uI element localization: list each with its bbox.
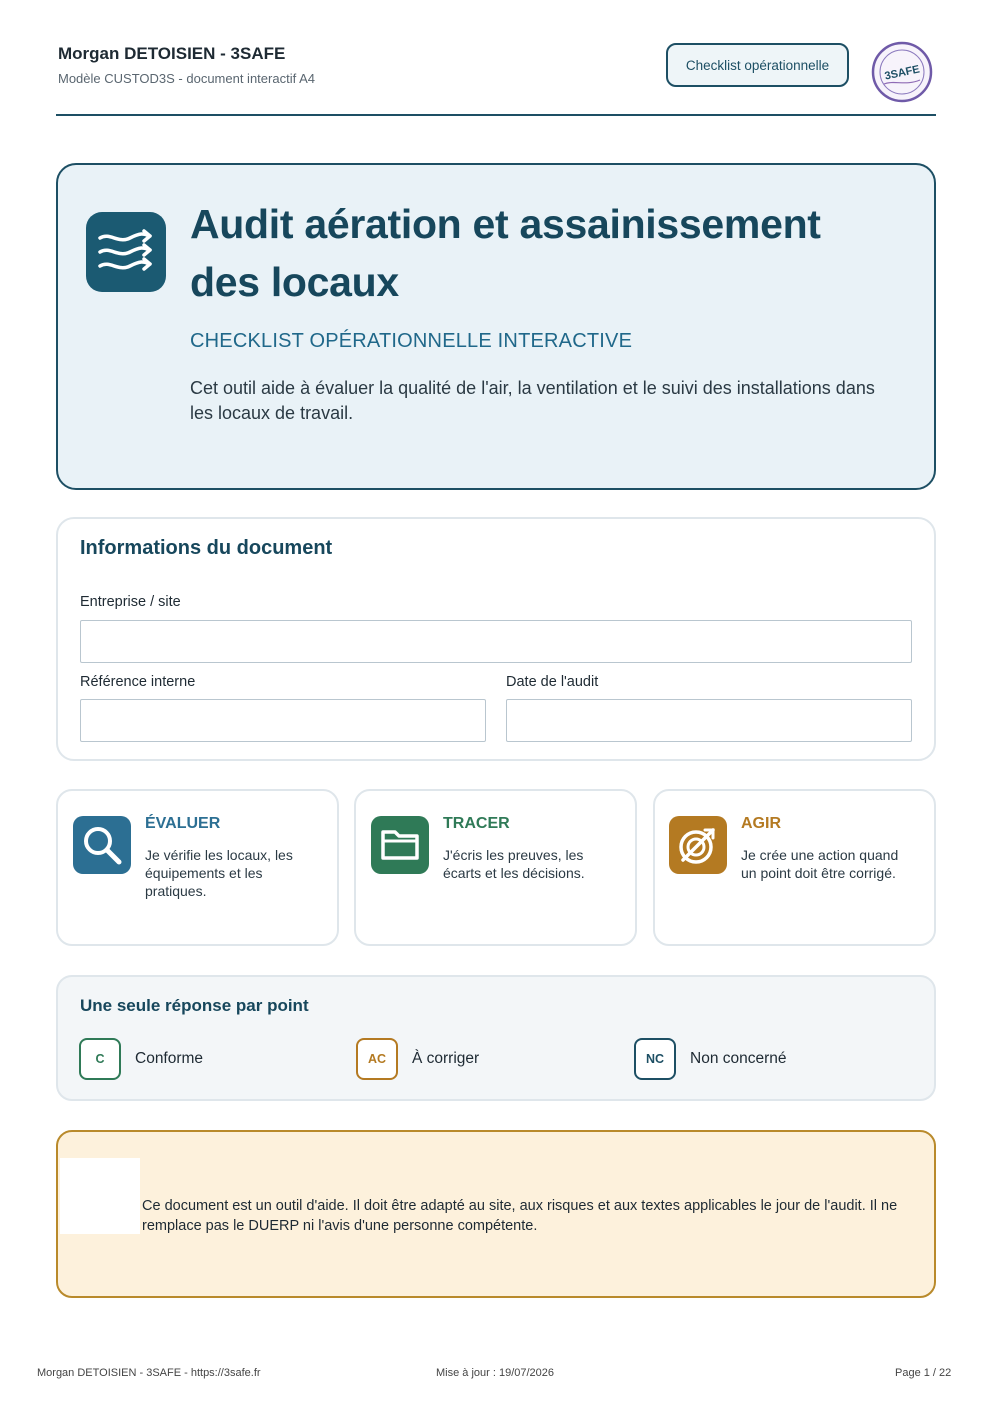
checklist-badge: Checklist opérationnelle: [666, 43, 849, 87]
date-label: Date de l'audit: [506, 674, 599, 690]
answer-chip-conforme: C: [79, 1038, 121, 1080]
answer-label-a-corriger: À corriger: [412, 1050, 480, 1067]
footer-page-number: Page 1 / 22: [895, 1367, 952, 1379]
author-name: Morgan DETOISIEN - 3SAFE: [58, 44, 286, 63]
disclaimer-text: Ce document est un outil d'aide. Il doit être adapté au site, aux risques et aux textes applicables le jour de l'audit. Il ne remplace pas le DUERP ni l'avis d'une personne compétente.: [142, 1198, 898, 1234]
reference-input[interactable]: [80, 699, 486, 742]
document-model: Modèle CUSTOD3S - document interactif A4: [58, 71, 315, 86]
disclaimer-placeholder: [60, 1158, 140, 1234]
pillar-title-tracer: TRACER: [443, 815, 510, 832]
answer-legend-title: Une seule réponse par point: [80, 996, 309, 1015]
answer-chip-non-concerne: NC: [634, 1038, 676, 1080]
answer-label-non-concerne: Non concerné: [690, 1050, 787, 1067]
stamp-text: 3SAFE: [883, 63, 921, 83]
pillar-text-evaluer: Je vérifie les locaux, les équipements et les pratiques.: [145, 847, 293, 899]
date-input[interactable]: [506, 699, 912, 742]
reference-label: Référence interne: [80, 674, 196, 690]
footer-author: Morgan DETOISIEN - 3SAFE - https://3safe.fr: [37, 1367, 261, 1379]
pillar-title-evaluer: ÉVALUER: [145, 815, 221, 832]
company-input[interactable]: [80, 620, 912, 663]
header-divider: [56, 114, 936, 116]
action-target-icon: [669, 816, 727, 874]
page-kicker: CHECKLIST OPÉRATIONNELLE INTERACTIVE: [190, 330, 633, 352]
folder-icon: [371, 816, 429, 874]
pillar-text-agir: Je crée une action quand un point doit être corrigé.: [741, 847, 899, 881]
answer-chip-a-corriger: AC: [356, 1038, 398, 1080]
airflow-icon: [86, 212, 166, 292]
page-description: Cet outil aide à évaluer la qualité de l'air, la ventilation et le suivi des installations dans les locaux de travail.: [190, 378, 875, 423]
company-stamp: [866, 40, 938, 104]
footer-updated: Mise à jour : 19/07/2026: [436, 1367, 555, 1379]
answer-legend-card: [56, 975, 936, 1101]
page-title: Audit aération et assainissement des locaux: [190, 201, 821, 305]
answer-label-conforme: Conforme: [135, 1050, 204, 1067]
company-label: Entreprise / site: [80, 594, 181, 610]
info-title: Informations du document: [80, 537, 333, 559]
search-icon: [73, 816, 131, 874]
pillar-title-agir: AGIR: [741, 815, 781, 832]
pillar-text-tracer: J'écris les preuves, les écarts et les décisions.: [443, 847, 585, 881]
